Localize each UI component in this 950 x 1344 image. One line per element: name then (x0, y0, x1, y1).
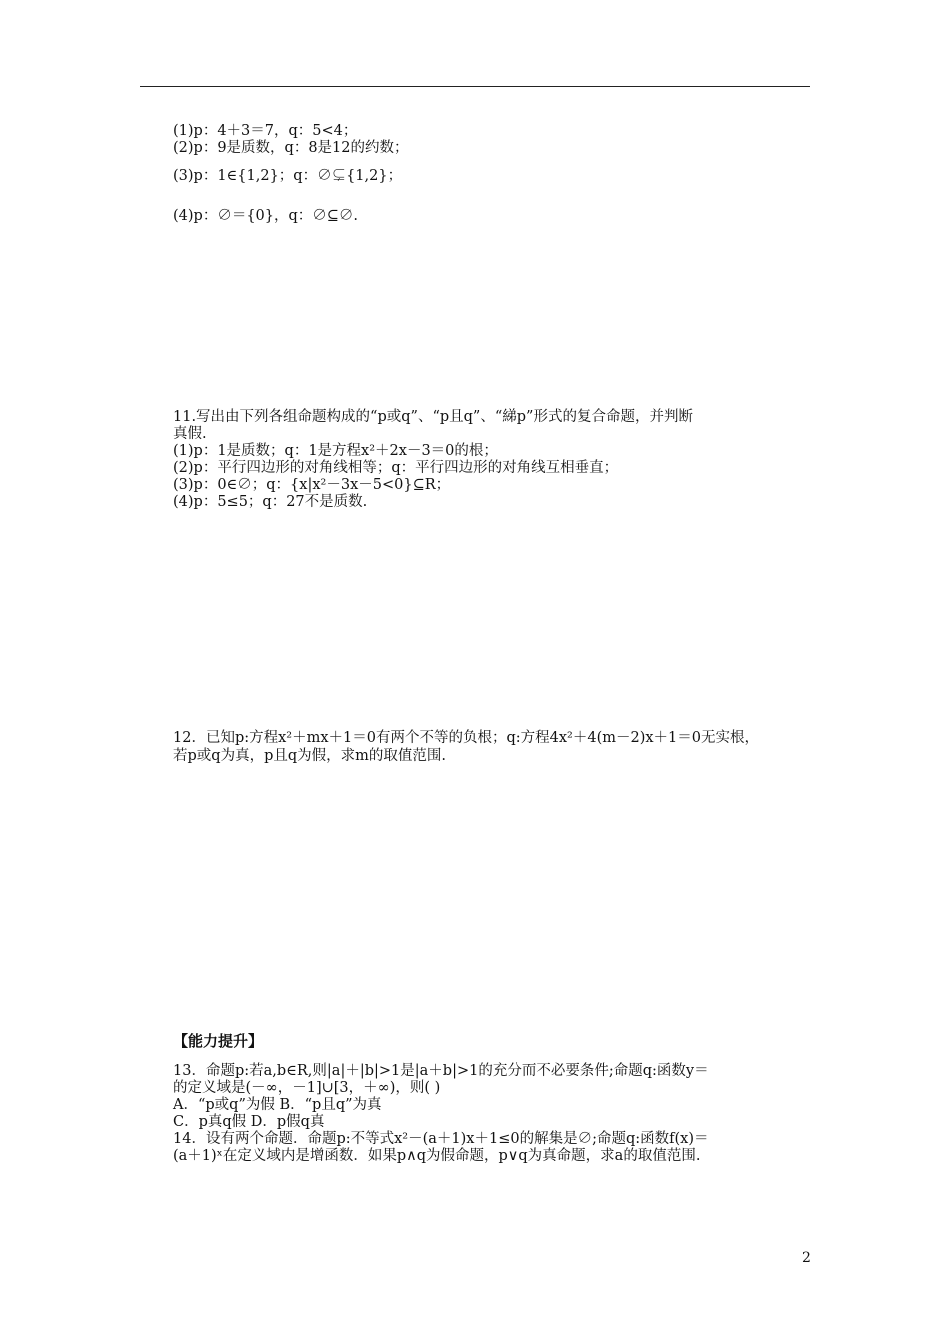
q11-stem-line-2: 真假. (173, 426, 207, 442)
q13-option-cd: C．p真q假 D．p假q真 (173, 1114, 325, 1130)
q14-line-1: 14．设有两个命题．命题p:不等式x²－(a＋1)x＋1≤0的解集是∅;命题q:函数f(x)＝ (173, 1131, 709, 1147)
section-title: 【能力提升】 (173, 1032, 264, 1050)
q13-line-1: 13．命题p:若a,b∈R,则|a|＋|b|>1是|a＋b|>1的充分而不必要条件;命题q:函数y＝ (173, 1063, 709, 1079)
q10-item-2: (2)p：9是质数，q：8是12的约数； (173, 140, 409, 156)
q11-item-3: (3)p：0∈∅；q：{x|x²－3x－5<0}⊆R； (173, 477, 451, 493)
q10-item-4: (4)p：∅＝{0}，q：∅⊆∅. (173, 208, 359, 224)
q11-item-2: (2)p：平行四边形的对角线相等；q：平行四边形的对角线互相垂直； (173, 460, 619, 476)
q12-line-2: 若p或q为真，p且q为假，求m的取值范围. (173, 748, 446, 764)
q14-line-2: (a＋1)ˣ在定义域内是增函数．如果p∧q为假命题，p∨q为真命题，求a的取值范围. (173, 1148, 701, 1164)
q13-option-ab: A．“p或q”为假 B．“p且q”为真 (173, 1097, 382, 1113)
q11-item-1: (1)p：1是质数；q：1是方程x²＋2x－3＝0的根； (173, 443, 498, 459)
q13-line-2: 的定义域是(－∞，－1]∪[3，＋∞)，则( ) (173, 1080, 441, 1096)
q11-item-4: (4)p：5≤5；q：27不是质数. (173, 494, 368, 510)
q12-line-1: 12．已知p:方程x²＋mx＋1＝0有两个不等的负根；q:方程4x²＋4(m－2)x＋1＝0无实根， (173, 730, 760, 746)
header-rule (140, 86, 810, 87)
q11-stem-line-1: 11.写出由下列各组命题构成的“p或q”、“p且q”、“綈p”形式的复合命题，并判断 (173, 409, 693, 425)
page-number: 2 (802, 1250, 811, 1266)
q10-item-3: (3)p：1∈{1,2}；q：∅⊊{1,2}； (173, 168, 403, 184)
q10-item-1: (1)p：4＋3＝7，q：5<4； (173, 123, 358, 139)
